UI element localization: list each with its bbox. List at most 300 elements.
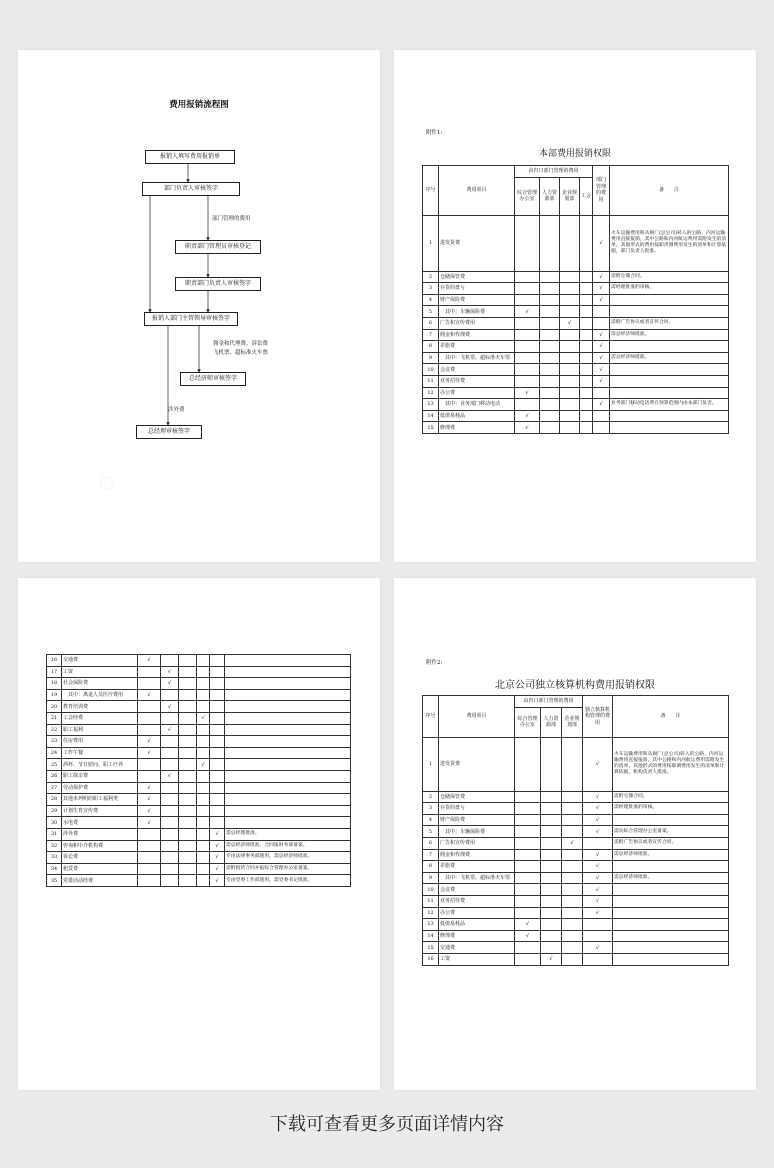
row-number: 7: [423, 329, 439, 341]
check-mark: √: [210, 840, 225, 852]
authority-cell: [197, 794, 210, 806]
expense-item: 仓储保管费: [439, 791, 515, 803]
branch-authority-table: [422, 695, 729, 966]
table-row: [423, 942, 729, 954]
table-row: [47, 689, 351, 701]
check-mark: √: [515, 410, 540, 422]
remark-cell: [610, 341, 729, 353]
authority-cell: [210, 689, 225, 701]
authority-cell: [138, 840, 161, 852]
expense-item: 办公费: [439, 387, 515, 399]
remark-cell: [610, 375, 729, 387]
flow-note-dept-expense: 部门管理的费用: [212, 216, 251, 222]
table-row: [47, 724, 351, 736]
authority-cell: [540, 375, 560, 387]
authority-cell: [593, 317, 610, 329]
authority-cell: [161, 817, 179, 829]
check-mark: √: [593, 375, 610, 387]
row-number: 1: [423, 215, 439, 271]
expense-item: 劳动保护费: [62, 782, 138, 794]
authority-cell: [562, 942, 583, 954]
expense-item: 租赁费: [62, 863, 138, 875]
table-row: [423, 387, 729, 399]
authority-cell: [562, 826, 583, 838]
authority-cell: [515, 803, 541, 815]
flow-note-commission: 佣金和代理费、诉讼费: [213, 341, 269, 347]
expense-item: 差旅费: [439, 861, 515, 873]
check-mark: √: [161, 701, 179, 713]
table-row: [423, 422, 729, 434]
authority-cell: [541, 942, 562, 954]
branch-table-title: 北京公司独立核算机构费用报销权限: [495, 680, 655, 691]
authority-cell: [179, 712, 197, 724]
attachment-label: 附件1:: [426, 130, 443, 136]
row-number: 35: [47, 875, 62, 887]
remark-cell: 需向综合管理办公室备案。: [613, 826, 729, 838]
expense-item: 其中：飞机票、超标准火车票: [439, 872, 515, 884]
authority-cell: [197, 689, 210, 701]
remark-cell: 需总经济师批准，合同报财务部备案。: [225, 840, 351, 852]
authority-cell: [541, 861, 562, 873]
authority-cell: [593, 387, 610, 399]
remark-cell: [613, 942, 729, 954]
authority-cell: [515, 737, 541, 791]
remark-cell: 火车运输费用和从铜厂(总公司)转入的公路、内河运输费用直接报销，其中公路和内河航运费用需附发生的清单，其他形式的费用按职责调费用发生的清单和计算依据，部门负责人批准。: [610, 215, 729, 271]
authority-cell: [138, 875, 161, 887]
authority-cell: [580, 317, 593, 329]
authority-cell: [179, 852, 197, 864]
authority-cell: [560, 422, 580, 434]
table-row: [47, 712, 351, 724]
header-admin-office: 综合管理办公室: [515, 707, 541, 737]
remark-cell: 需总经理批准。: [225, 828, 351, 840]
expense-authority-table-cont: [46, 654, 351, 887]
authority-cell: [138, 678, 161, 690]
expense-item: 办公费: [439, 907, 515, 919]
authority-cell: [541, 803, 562, 815]
authority-cell: [197, 770, 210, 782]
expense-item: 其中：业务部门移动电话: [439, 399, 515, 411]
authority-cell: [179, 678, 197, 690]
authority-cell: [562, 895, 583, 907]
expense-item: 低值易耗品: [439, 919, 515, 931]
check-mark: √: [583, 826, 613, 838]
authority-cell: [515, 283, 540, 295]
authority-cell: [197, 828, 210, 840]
remark-cell: 需附广告协议或者宣传合同。: [610, 317, 729, 329]
authority-cell: [197, 701, 210, 713]
authority-cell: [197, 852, 210, 864]
authority-cell: [562, 849, 583, 861]
authority-cell: [515, 895, 541, 907]
header-group: 由归口部门管理的费用: [515, 166, 593, 178]
authority-cell: [179, 666, 197, 678]
check-mark: √: [562, 837, 583, 849]
table-row: [47, 805, 351, 817]
table-row: [423, 826, 729, 838]
row-number: 34: [47, 863, 62, 875]
authority-cell: [197, 805, 210, 817]
row-number: 22: [47, 724, 62, 736]
row-number: 27: [47, 782, 62, 794]
authority-cell: [560, 399, 580, 411]
check-mark: √: [210, 863, 225, 875]
remark-cell: [613, 814, 729, 826]
row-number: 1: [423, 737, 439, 791]
table-row: [423, 410, 729, 422]
table-row: [423, 791, 729, 803]
remark-cell: 火车运输费用和从铜厂(总公司)转入的公路、内河运输费用直接报销，其中公路和内河航运费用需附发生的清单，其他形式的费用按职调费用发生的清单和计算依据，机构负责人批准。: [613, 737, 729, 791]
authority-table-page-1: [394, 50, 756, 562]
table-row: [423, 341, 729, 353]
authority-cell: [161, 782, 179, 794]
row-number: 30: [47, 817, 62, 829]
expense-item: 业务招待费: [439, 375, 515, 387]
row-number: 32: [47, 840, 62, 852]
expense-item: 佣金和代理费: [439, 329, 515, 341]
remark-cell: [225, 689, 351, 701]
authority-cell: [161, 805, 179, 817]
authority-cell: [540, 352, 560, 364]
authority-cell: [583, 953, 613, 965]
authority-cell: [161, 655, 179, 667]
table-row: [47, 852, 351, 864]
authority-cell: [541, 737, 562, 791]
authority-cell: [179, 863, 197, 875]
authority-cell: [515, 399, 540, 411]
authority-cell: [562, 803, 583, 815]
expense-item: 仓储保管费: [439, 271, 515, 283]
expense-item: 其中：车辆保险费: [439, 826, 515, 838]
remark-cell: 需总经济师批准。: [613, 872, 729, 884]
table-row: [423, 837, 729, 849]
check-mark: √: [197, 759, 210, 771]
table-row: [423, 375, 729, 387]
row-number: 2: [423, 791, 439, 803]
table-row: [47, 736, 351, 748]
authority-cell: [138, 701, 161, 713]
check-mark: √: [515, 422, 540, 434]
table-row: [423, 814, 729, 826]
table-row: [423, 737, 729, 791]
remark-cell: [613, 907, 729, 919]
check-mark: √: [593, 294, 610, 306]
check-mark: √: [138, 689, 161, 701]
authority-cell: [541, 907, 562, 919]
expense-item: 广告和宣传费用: [439, 317, 515, 329]
check-mark: √: [583, 849, 613, 861]
row-number: 15: [423, 942, 439, 954]
authority-cell: [210, 736, 225, 748]
check-mark: √: [138, 794, 161, 806]
remark-cell: 业务部门移动电话费在预算范围内由本部门负责。: [610, 399, 729, 411]
row-number: 26: [47, 770, 62, 782]
authority-cell: [515, 317, 540, 329]
row-number: 13: [423, 399, 439, 411]
authority-cell: [197, 863, 210, 875]
remark-cell: [225, 655, 351, 667]
table-row: [423, 329, 729, 341]
remark-cell: 需附广告协议或者宣传合同。: [613, 837, 729, 849]
row-number: 15: [423, 422, 439, 434]
remark-cell: 需附租赁合同并报综合管理办公室备案。: [225, 863, 351, 875]
header-no: 序号: [423, 696, 439, 738]
header-group: 由归口部门管理的费用: [515, 696, 583, 708]
remark-cell: 需经理批准的审核。: [613, 803, 729, 815]
authority-cell: [138, 666, 161, 678]
authority-cell: [138, 863, 161, 875]
authority-cell: [562, 953, 583, 965]
table-row: [47, 794, 351, 806]
row-number: 12: [423, 907, 439, 919]
table-row: [47, 782, 351, 794]
authority-cell: [580, 294, 593, 306]
header-indep-managed: 独立核算机构管理的费用: [583, 696, 613, 738]
table-row: [47, 863, 351, 875]
authority-cell: [179, 794, 197, 806]
expense-item: 交通费: [62, 655, 138, 667]
authority-cell: [540, 364, 560, 376]
check-mark: √: [161, 770, 179, 782]
row-number: 11: [423, 895, 439, 907]
expense-item: 其中：车辆保险费: [439, 306, 515, 318]
table-row: [423, 294, 729, 306]
expense-item: 工资: [439, 953, 515, 965]
check-mark: √: [593, 399, 610, 411]
remark-cell: [613, 861, 729, 873]
authority-cell: [541, 895, 562, 907]
authority-cell: [179, 840, 197, 852]
authority-cell: [197, 678, 210, 690]
authority-cell: [540, 294, 560, 306]
table-row: [423, 317, 729, 329]
check-mark: √: [583, 907, 613, 919]
authority-cell: [540, 306, 560, 318]
expense-item: 其中：离退人员医疗费用: [62, 689, 138, 701]
authority-cell: [138, 770, 161, 782]
row-number: 21: [47, 712, 62, 724]
row-number: 3: [423, 283, 439, 295]
authority-cell: [593, 422, 610, 434]
authority-cell: [179, 759, 197, 771]
header-item: 费用项目: [439, 166, 515, 216]
table-row: [47, 840, 351, 852]
row-number: 8: [423, 861, 439, 873]
authority-cell: [562, 930, 583, 942]
authority-cell: [179, 655, 197, 667]
remark-cell: [225, 782, 351, 794]
header-planning: 企业规划部: [562, 707, 583, 737]
row-number: 10: [423, 884, 439, 896]
authority-cell: [560, 271, 580, 283]
row-number: 5: [423, 306, 439, 318]
table-row: [423, 907, 729, 919]
remark-cell: [610, 306, 729, 318]
authority-cell: [515, 953, 541, 965]
authority-cell: [161, 712, 179, 724]
row-number: 28: [47, 794, 62, 806]
row-number: 17: [47, 666, 62, 678]
expense-item: 会议费: [439, 364, 515, 376]
authority-cell: [161, 828, 179, 840]
remark-cell: [613, 930, 729, 942]
expense-item: 涉外费: [62, 828, 138, 840]
check-mark: √: [583, 895, 613, 907]
remark-cell: [613, 895, 729, 907]
check-mark: √: [138, 655, 161, 667]
expense-item: 工资: [62, 666, 138, 678]
table-row: [47, 701, 351, 713]
table-row: [423, 271, 729, 283]
row-number: 33: [47, 852, 62, 864]
authority-cell: [515, 942, 541, 954]
authority-cell: [541, 884, 562, 896]
remark-cell: 需总经济师批准。: [610, 352, 729, 364]
authority-cell: [138, 724, 161, 736]
authority-cell: [138, 759, 161, 771]
check-mark: √: [515, 387, 540, 399]
authority-cell: [138, 828, 161, 840]
flow-step-chief-economist: 总经济师审核签字: [180, 372, 246, 386]
flow-note-foreign: 涉外费: [168, 407, 185, 413]
expense-item: 职工探亲费: [62, 770, 138, 782]
authority-cell: [179, 724, 197, 736]
authority-cell: [562, 872, 583, 884]
table-row: [47, 678, 351, 690]
row-number: 13: [423, 919, 439, 931]
expense-item: 低值易耗品: [439, 410, 515, 422]
authority-cell: [515, 861, 541, 873]
authority-cell: [515, 849, 541, 861]
row-number: 4: [423, 294, 439, 306]
authority-cell: [197, 666, 210, 678]
authority-cell: [179, 701, 197, 713]
remark-cell: [225, 805, 351, 817]
expense-item: 计划生育宣传费: [62, 805, 138, 817]
authority-cell: [541, 849, 562, 861]
authority-cell: [560, 283, 580, 295]
check-mark: √: [593, 341, 610, 353]
flowchart-title: 费用报销流程图: [169, 100, 229, 110]
authority-cell: [515, 215, 540, 271]
row-number: 20: [47, 701, 62, 713]
authority-cell: [540, 215, 560, 271]
authority-cell: [540, 283, 560, 295]
row-number: 16: [47, 655, 62, 667]
remark-cell: 专由法律事务部使用，需总经济师批准。: [225, 852, 351, 864]
authority-cell: [197, 747, 210, 759]
row-number: 2: [423, 271, 439, 283]
authority-cell: [562, 884, 583, 896]
expense-item: 其他未列明的职工福利类: [62, 794, 138, 806]
authority-cell: [540, 317, 560, 329]
table-row: [47, 817, 351, 829]
check-mark: √: [197, 712, 210, 724]
expense-item: 酒杯、节日慰问、职工疗养: [62, 759, 138, 771]
authority-cell: [580, 306, 593, 318]
authority-cell: [560, 294, 580, 306]
authority-cell: [179, 689, 197, 701]
flow-step-resp-head: 职责部门负责人审核签字: [175, 277, 261, 291]
authority-cell: [161, 852, 179, 864]
remark-cell: [610, 410, 729, 422]
authority-cell: [540, 422, 560, 434]
authority-cell: [580, 387, 593, 399]
authority-cell: [210, 782, 225, 794]
table-row: [423, 930, 729, 942]
remark-cell: [225, 736, 351, 748]
authority-cell: [560, 306, 580, 318]
flow-step-admin-register: 职责部门管理员审核登记: [175, 240, 261, 254]
authority-cell: [138, 852, 161, 864]
table-row: [423, 215, 729, 271]
authority-cell: [562, 737, 583, 791]
authority-cell: [210, 724, 225, 736]
table-row: [423, 884, 729, 896]
expense-item: 工作午餐: [62, 747, 138, 759]
check-mark: √: [583, 737, 613, 791]
authority-cell: [583, 930, 613, 942]
check-mark: √: [583, 942, 613, 954]
row-number: 3: [423, 803, 439, 815]
table-row: [423, 306, 729, 318]
check-mark: √: [161, 666, 179, 678]
table-row: [423, 861, 729, 873]
authority-cell: [580, 422, 593, 434]
expense-item: 修理费: [439, 930, 515, 942]
row-number: 4: [423, 814, 439, 826]
remark-cell: [225, 701, 351, 713]
authority-cell: [161, 736, 179, 748]
expense-item: 工会经费: [62, 712, 138, 724]
flowchart-page: [18, 50, 380, 562]
authority-cell: [540, 341, 560, 353]
authority-cell: [197, 655, 210, 667]
flow-step-fill-form: 报销人填写费用报销单: [145, 150, 235, 164]
row-number: 8: [423, 341, 439, 353]
check-mark: √: [593, 215, 610, 271]
attachment-label-2: 附件2:: [426, 660, 443, 666]
check-mark: √: [138, 736, 161, 748]
authority-cell: [541, 872, 562, 884]
table-title: 本部费用报销权限: [538, 149, 611, 159]
table-row: [423, 953, 729, 965]
row-number: 25: [47, 759, 62, 771]
remark-cell: [225, 666, 351, 678]
authority-cell: [540, 329, 560, 341]
authority-cell: [580, 352, 593, 364]
check-mark: √: [161, 724, 179, 736]
authority-cell: [562, 919, 583, 931]
row-number: 24: [47, 747, 62, 759]
header-hr: 人力资源部: [541, 707, 562, 737]
remark-cell: [610, 422, 729, 434]
table-row: [423, 399, 729, 411]
authority-cell: [161, 689, 179, 701]
authority-cell: [179, 782, 197, 794]
authority-cell: [210, 794, 225, 806]
expense-item: 水电费: [62, 817, 138, 829]
header-note: 备 注: [610, 166, 729, 216]
remark-cell: [225, 678, 351, 690]
row-number: 10: [423, 364, 439, 376]
check-mark: √: [560, 317, 580, 329]
authority-cell: [210, 817, 225, 829]
expense-item: 进发货费: [439, 215, 515, 271]
authority-cell: [179, 875, 197, 887]
authority-cell: [515, 907, 541, 919]
check-mark: √: [161, 678, 179, 690]
